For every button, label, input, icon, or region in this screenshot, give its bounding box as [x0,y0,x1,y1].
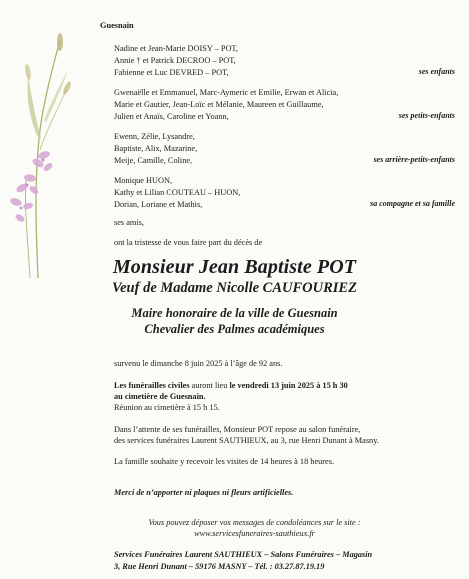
town-heading: Guesnain [100,21,134,30]
funeral-verb: auront lieu [189,381,230,390]
great-grandchildren-relation: ses arrière-petits-enfants [373,155,455,164]
grandchildren-line-1: Gwenaëlle et Emmanuel, Marc-Aymeric et Emilie, Erwan et Alicia, [114,88,339,97]
no-flowers-line: Merci de n’apporter ni plaques ni fleurs artificielles. [114,488,294,497]
companion-line-3: Dorian, Loriane et Mathis, [114,200,203,209]
children-line-2: Annie † et Patrick DECROO – POT, [114,56,236,65]
great-grandchildren-line-3: Meije, Camille, Coline, [114,156,193,165]
funeral-line-1 [114,380,348,391]
funeral-line-2: au cimetière de Guesnain. [114,392,206,401]
rest-line-1: Dans l’attente de ses funérailles, Monsieur POT repose au salon funéraire, [114,425,361,434]
funeral-date: le vendredi 13 juin 2025 à 15 h 30 [229,381,348,390]
honor-line-2: Chevalier des Palmes académiques [144,322,325,336]
footer-line-1: Services Funéraires Laurent SAUTHIEUX – Salons Funéraires – Magasin [114,550,373,559]
condolences-line-1: Vous pouvez déposer vos messages de condoléances sur le site : [148,518,361,527]
visits-line: La famille souhaite y recevoir les visites de 14 heures à 18 heures. [114,457,335,466]
deceased-name: Monsieur Jean Baptiste POT [112,256,357,278]
great-grandchildren-line-1: Ewenn, Zélie, Lysandre, [114,132,195,141]
children-relation: ses enfants [418,67,455,76]
children-line-1: Nadine et Jean-Marie DOISY – POT, [114,44,238,53]
companion-relation: sa compagne et sa famille [370,199,455,208]
grandchildren-line-2: Marie et Gautier, Jean-Loïc et Mélanie, Maureen et Guillaume, [114,100,324,109]
friends-line: ses amis, [114,218,144,227]
footer-line-2: 3, Rue Henri Dunant – 59176 MASNY – Tél. : 03.27.87.19.19 [114,562,325,571]
widower-line: Veuf de Madame Nicolle CAUFOURIEZ [112,280,357,296]
funeral-line-3: Réunion au cimetière à 15 h 15. [114,403,220,412]
funeral-label: Les funérailles civiles [114,381,190,390]
death-notice: survenu le dimanche 8 juin 2025 à l’âge de 92 ans. [114,359,283,368]
announcement-line: ont la tristesse de vous faire part du décès de [114,238,263,247]
children-line-3: Fabienne et Luc DEVRED – POT, [114,68,229,77]
flower-illustration [0,30,75,280]
grandchildren-line-3: Julien et Anaïs, Caroline et Yoann, [114,112,229,121]
condolences-website: www.servicesfuneraires-sauthieux.fr [194,529,315,538]
companion-line-1: Monique HUON, [114,176,173,185]
grandchildren-relation: ses petits-enfants [398,111,455,120]
great-grandchildren-line-2: Baptiste, Alix, Mazarine, [114,144,198,153]
honor-line-1: Maire honoraire de la ville de Guesnain [131,306,338,320]
rest-line-2: des services funéraires Laurent SAUTHIEUX, au 3, rue Henri Dunant à Masny. [114,436,379,445]
companion-line-2: Kathy et Lilian COUTEAU – HUON, [114,188,241,197]
